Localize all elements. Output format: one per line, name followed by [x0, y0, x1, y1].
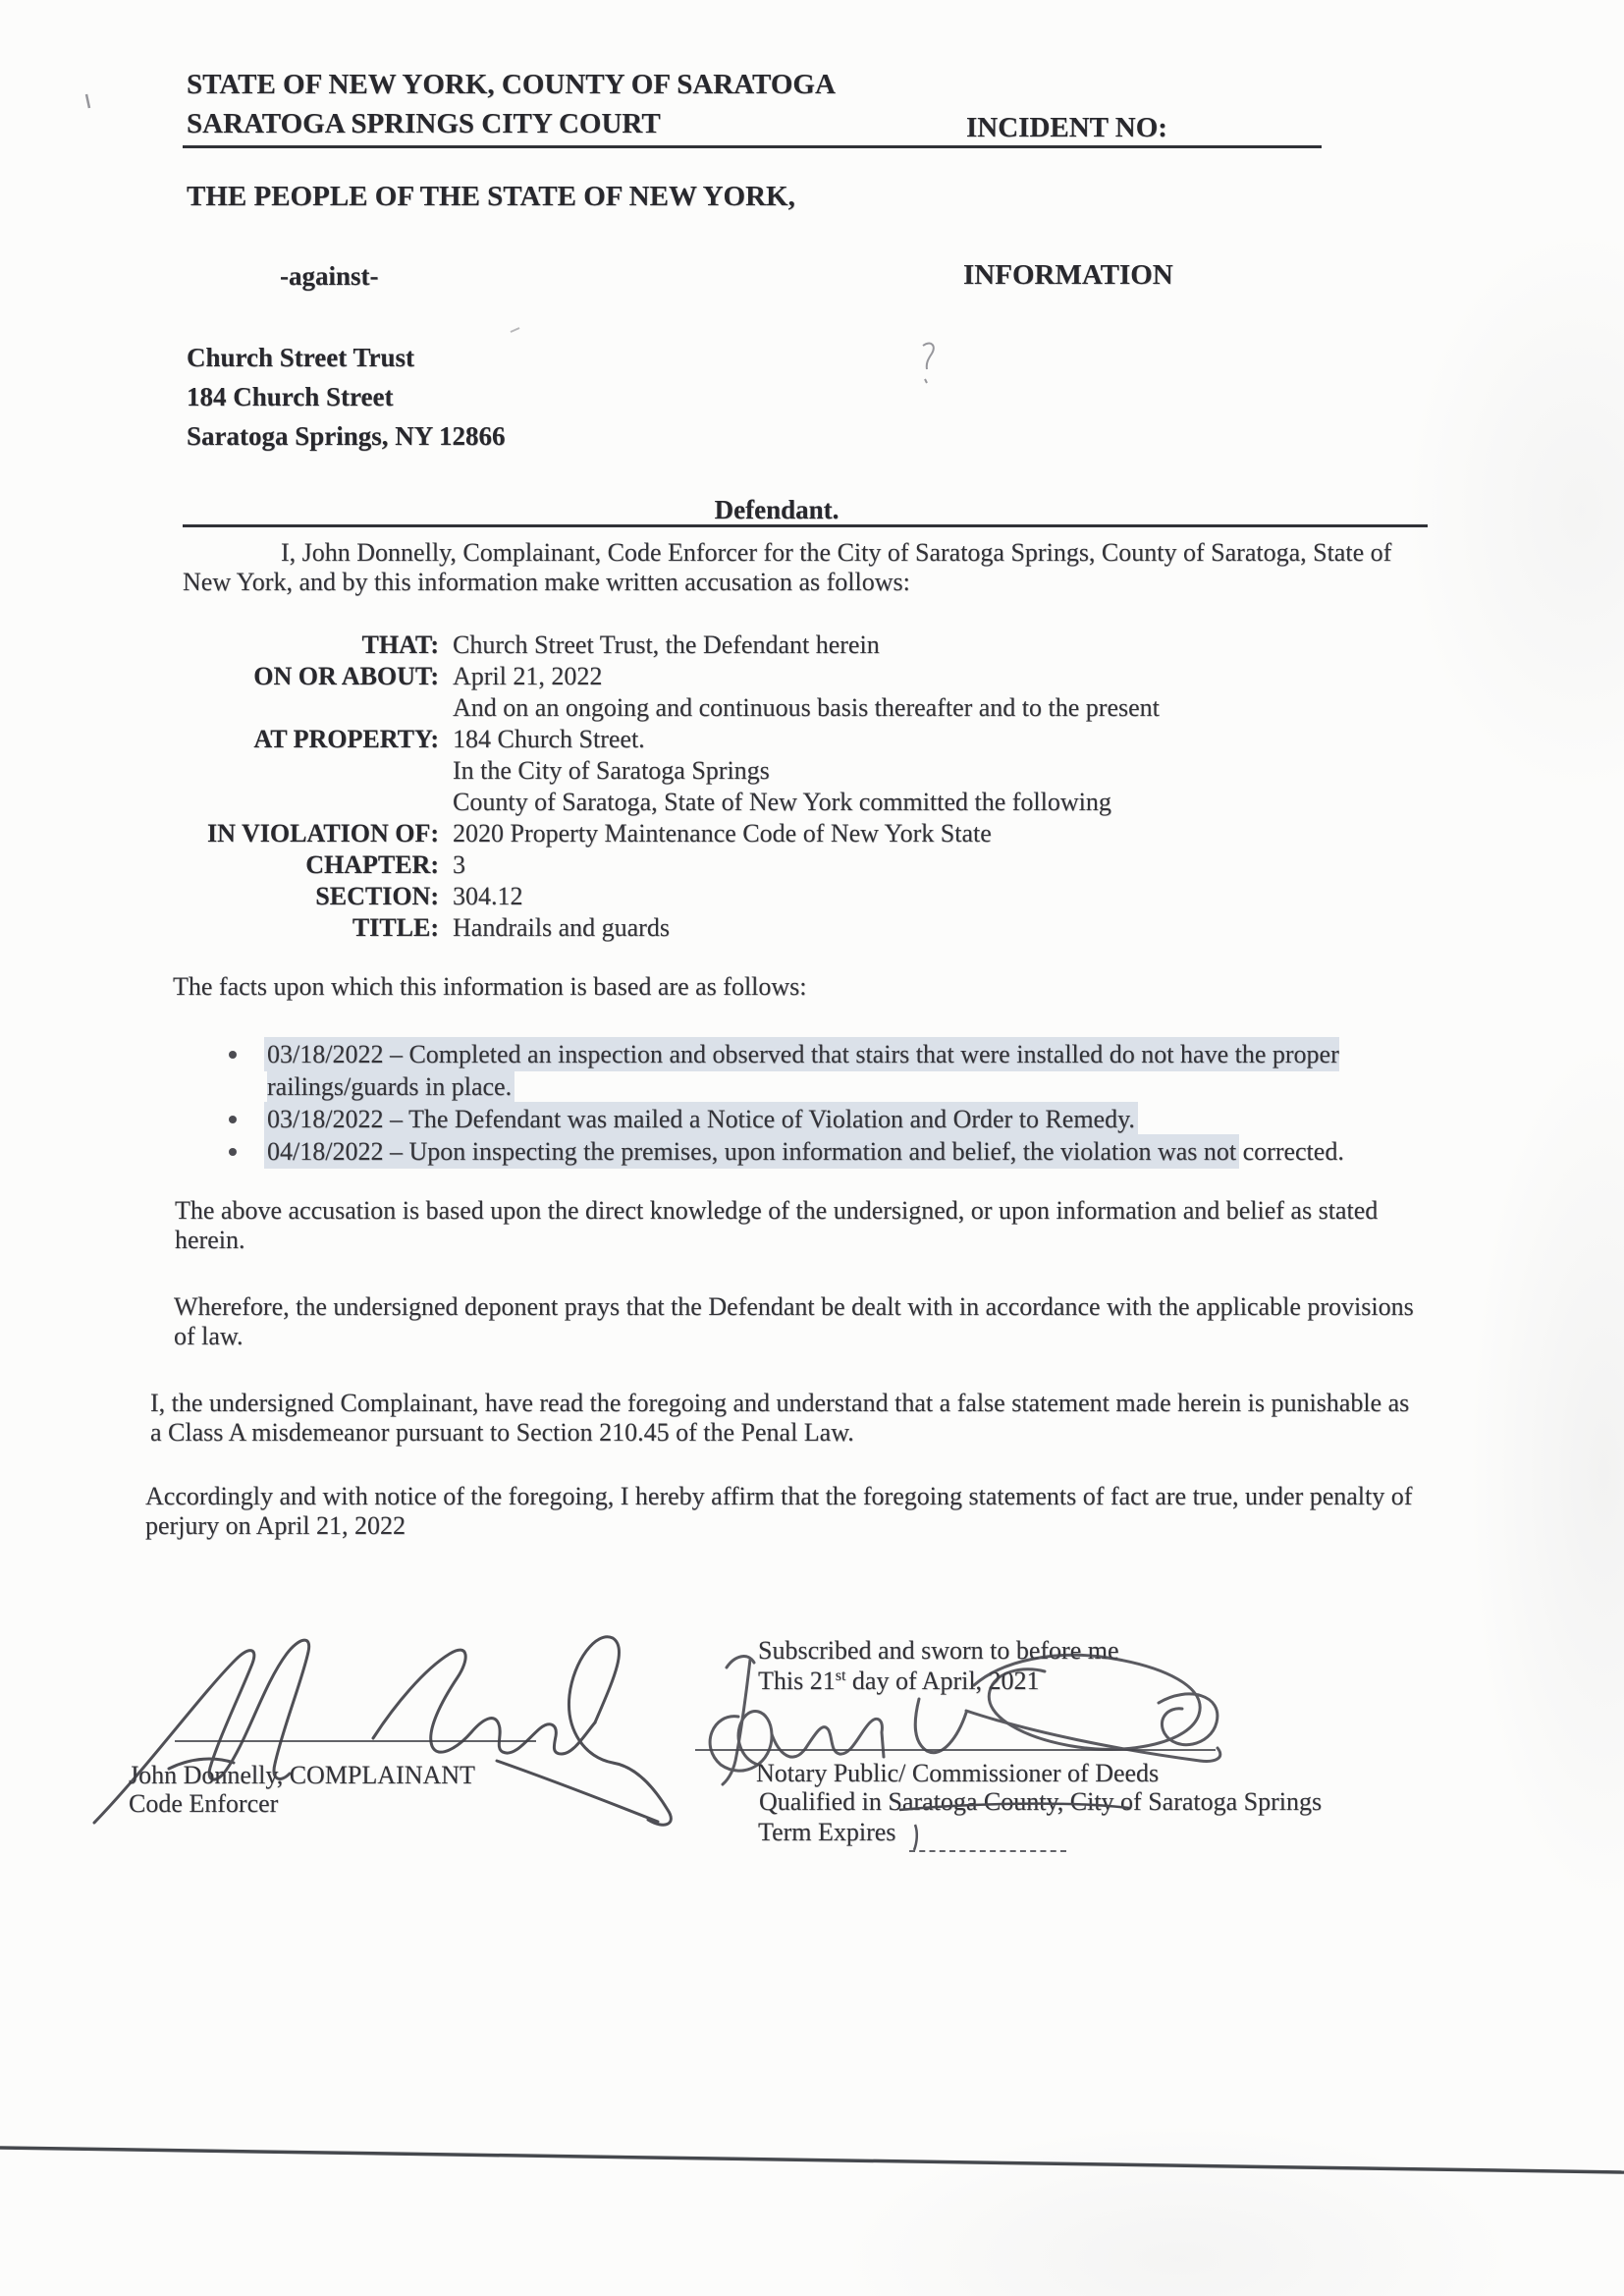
charge-row — [183, 661, 1400, 692]
scan-page-edge-line — [0, 2148, 1624, 2172]
charge-label — [183, 755, 453, 787]
notary-date-suffix: day of April, 2021 — [845, 1667, 1040, 1695]
charge-label — [183, 787, 453, 818]
defendant-name: Church Street Trust — [187, 343, 415, 372]
charge-label: AT PROPERTY: — [253, 725, 439, 753]
wherefore-paragraph: Wherefore, the undersigned deponent prays that the Defendant be dealt with in accordance with the applicable provisions of law. — [174, 1292, 1414, 1350]
header-court-line: SARATOGA SPRINGS CITY COURT — [187, 108, 661, 139]
bullet-icon — [229, 1116, 237, 1123]
accusation-paragraph: The above accusation is based upon the direct knowledge of the undersigned, or upon information and belief as stated herein. — [175, 1196, 1379, 1254]
fact-text-highlighted: 03/18/2022 – The Defendant was mailed a Notice of Violation and Order to Remedy. — [267, 1105, 1135, 1133]
charge-value: Handrails and guards — [453, 913, 670, 942]
charge-value: 2020 Property Maintenance Code of New York State — [453, 819, 992, 847]
defendant-city: Saratoga Springs, NY 12866 — [187, 421, 506, 451]
stray-margin-mark — [86, 94, 89, 108]
charge-value: Church Street Trust, the Defendant herein — [453, 630, 880, 659]
charge-value: And on an ongoing and continuous basis thereafter and to the present — [453, 693, 1160, 722]
notary-signature-line — [695, 1749, 1216, 1751]
facts-heading: The facts upon which this information is based are as follows: — [173, 972, 807, 1001]
charge-row — [183, 787, 1400, 818]
notary-date-ordinal: st — [835, 1667, 846, 1684]
term-expires-label: Term Expires — [758, 1818, 896, 1846]
notary-date-line — [758, 1667, 1040, 1696]
facts-list — [267, 1038, 1441, 1168]
defendant-address-block — [187, 338, 506, 456]
charge-row — [183, 912, 1400, 944]
term-blank-pen-mark — [914, 1825, 917, 1850]
perjury-notice-paragraph: I, the undersigned Complainant, have read the foregoing and understand that a false statement made herein is punishable as a Class A misdemeanor pursuant to Section 210.45 of the Penal Law. — [150, 1389, 1410, 1447]
charge-label — [183, 692, 453, 724]
charge-label: THAT: — [361, 630, 439, 659]
charge-value: County of Saratoga, State of New York committed the following — [453, 788, 1111, 816]
complainant-name-line: John Donnelly, COMPLAINANT — [129, 1761, 475, 1789]
charge-row — [183, 881, 1400, 912]
stray-ink-mark — [923, 344, 934, 383]
charge-label: ON OR ABOUT: — [253, 662, 439, 690]
header-state-county-line: STATE OF NEW YORK, COUNTY OF SARATOGA — [187, 69, 836, 100]
charge-row — [183, 629, 1400, 661]
fact-item — [267, 1135, 1441, 1168]
against-label: -against- — [280, 261, 379, 291]
incident-no-label: INCIDENT NO: — [966, 112, 1167, 143]
bullet-icon — [229, 1051, 237, 1059]
charge-label: TITLE: — [352, 913, 439, 942]
complainant-title-line: Code Enforcer — [129, 1789, 279, 1818]
defendant-rule — [183, 524, 1428, 527]
information-title: INFORMATION — [963, 259, 1173, 291]
charge-value: April 21, 2022 — [453, 662, 603, 690]
charge-label: IN VIOLATION OF: — [207, 819, 439, 847]
fact-text-highlighted: 04/18/2022 – Upon inspecting the premises, upon information and belief, the violation was not — [267, 1137, 1237, 1166]
header-rule — [183, 145, 1322, 148]
charge-value: 304.12 — [453, 882, 523, 910]
charge-value: 184 Church Street. — [453, 725, 645, 753]
complainant-signature-line — [175, 1740, 536, 1742]
charge-label: CHAPTER: — [305, 850, 439, 879]
charge-label: SECTION: — [315, 882, 439, 910]
defendant-caption: Defendant. — [714, 495, 839, 524]
defendant-street: 184 Church Street — [187, 382, 394, 411]
charge-value: In the City of Saratoga Springs — [453, 756, 770, 785]
charge-value: 3 — [453, 850, 465, 879]
fact-item — [267, 1038, 1441, 1103]
charge-row — [183, 692, 1400, 724]
sworn-statement-line: Subscribed and sworn to before me — [758, 1636, 1119, 1665]
fact-item — [267, 1103, 1441, 1135]
charge-row — [183, 755, 1400, 787]
term-expires-blank-line — [909, 1850, 1066, 1852]
affirmation-paragraph: Accordingly and with notice of the foregoing, I hereby affirm that the foregoing statements of fact are true, under penalty of perjury on April 21, 2022 — [145, 1482, 1413, 1540]
bullet-icon — [229, 1148, 237, 1156]
intro-paragraph: I, John Donnelly, Complainant, Code Enforcer for the City of Saratoga Springs, County of Saratoga, State of New York, and by this information make written accusation as follows: — [183, 538, 1392, 596]
notary-title-line: Notary Public/ Commissioner of Deeds — [756, 1759, 1160, 1787]
charge-table — [183, 629, 1400, 944]
charge-row — [183, 724, 1400, 755]
notary-date-prefix: This 21 — [758, 1667, 836, 1695]
people-caption: THE PEOPLE OF THE STATE OF NEW YORK, — [187, 181, 795, 212]
fact-text: corrected. — [1236, 1137, 1344, 1166]
notary-qualified-line: Qualified in Saratoga County, City of Saratoga Springs — [759, 1787, 1323, 1816]
fact-text-highlighted: 03/18/2022 – Completed an inspection and observed that stairs that were installed do not have the proper railings/guards in place. — [267, 1040, 1339, 1101]
stray-tick-mark — [511, 328, 519, 332]
charge-row — [183, 818, 1400, 849]
charge-row — [183, 849, 1400, 881]
